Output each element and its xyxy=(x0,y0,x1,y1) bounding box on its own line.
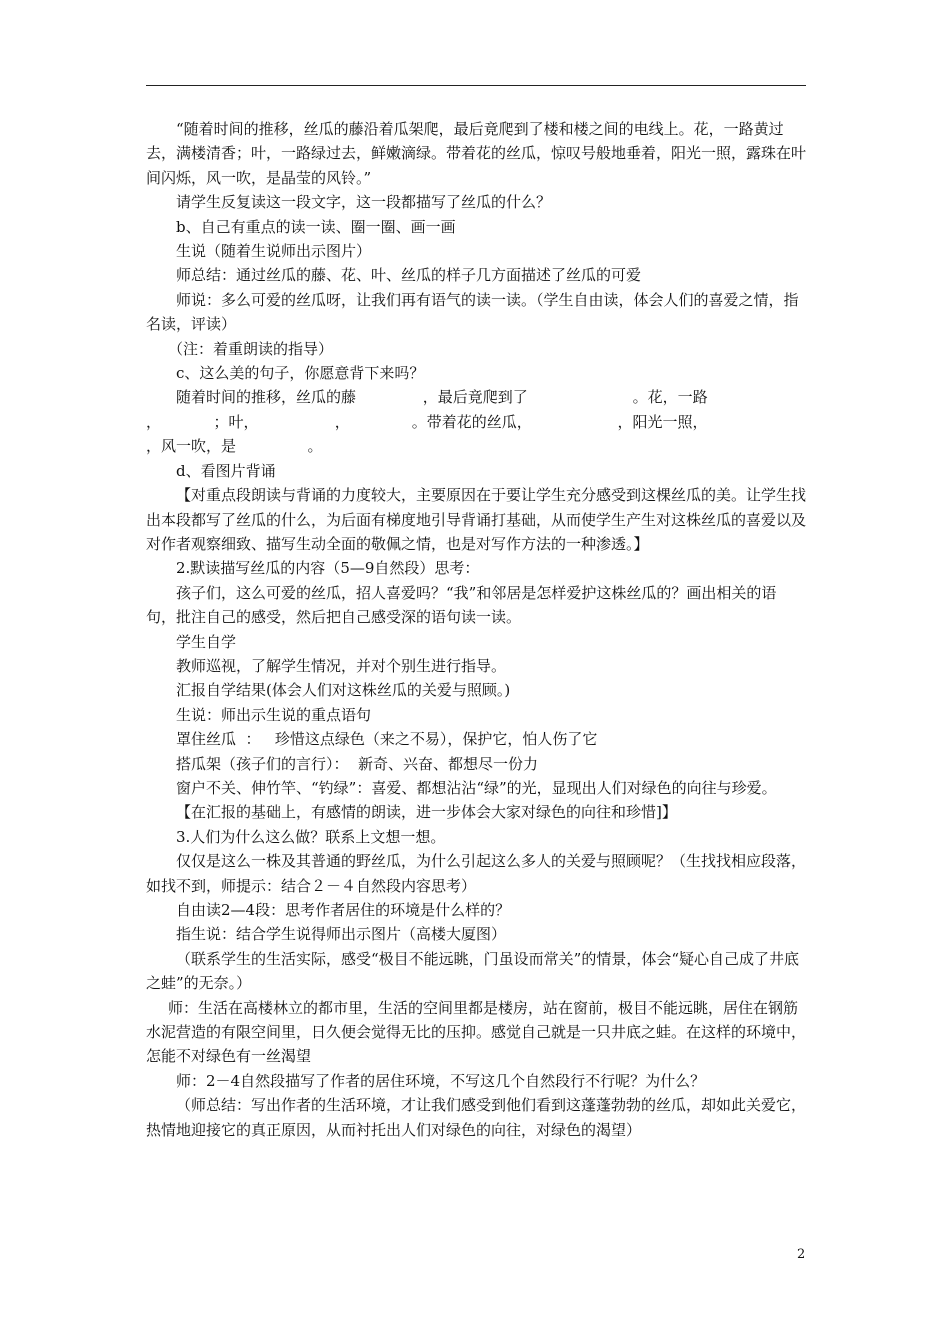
paragraph: （师总结：写出作者的生活环境，才让我们感受到他们看到这蓬蓬勃勃的丝瓜，却如此关爱它，热情地迎接它的真正原因，从而衬托出人们对绿色的向往，对绿色的渴望） xyxy=(146,1096,807,1139)
paragraph: d、看图片背诵 xyxy=(176,461,276,480)
header-rule xyxy=(146,85,806,86)
paragraph: 搭瓜架（孩子们的言行）： 新奇、兴奋、都想尽一份力 xyxy=(176,754,539,773)
fill-blank-line-1: 随着时间的推移，丝瓜的藤 ，最后竟爬到了 。花，一路 xyxy=(176,388,708,407)
paragraph: 学生自学 xyxy=(176,632,237,651)
paragraph: 请学生反复读这一段文字，这一段都描写了丝瓜的什么？ xyxy=(176,193,552,212)
paragraph: 师：2－4自然段描写了作者的居住环境，不写这几个自然段行不行呢？为什么？ xyxy=(176,1071,706,1090)
fill-blank-line-3: ，风一吹，是 。 xyxy=(146,437,323,456)
paragraph: 师说：多么可爱的丝瓜呀，让我们再有语气的读一读。（学生自由读，体会人们的喜爱之情，指名读，评读） xyxy=(146,290,799,334)
paragraph: 孩子们，这么可爱的丝瓜，招人喜爱吗？“我”和邻居是怎样爱护这株丝瓜的？画出相关的语句，批注自己的感受，然后把自己感受深的语句读一读。 xyxy=(146,583,777,627)
paragraph: b、自己有重点的读一读、圈一圈、画一画 xyxy=(176,217,456,236)
document-body xyxy=(146,117,806,1142)
paragraph: 师总结：通过丝瓜的藤、花、叶、丝瓜的样子几方面描述了丝瓜的可爱 xyxy=(176,266,642,285)
paragraph: 仅仅是这么一株及其普通的野丝瓜，为什么引起这么多人的关爱与照顾呢？（生找找相应段落，如找不到，师提示：结合２－４自然段内容思考） xyxy=(146,852,807,895)
paragraph: 师：生活在高楼林立的都市里，生活的空间里都是楼房，站在窗前，极目不能远眺，居住在钢筋水泥营造的有限空间里，日久便会觉得无比的压抑。感觉自己就是一只井底之蛙。在这样的环境中，怎能不对绿色有一丝渴望 xyxy=(146,998,807,1066)
note-paragraph: （注：着重朗读的指导） xyxy=(168,339,334,358)
paragraph: c、这么美的句子，你愿意背下来吗？ xyxy=(176,364,425,383)
paragraph: 窗户不关、伸竹竿、“钓绿”：喜爱、都想沾沾“绿”的光，显现出人们对绿色的向往与珍爱。 xyxy=(176,778,777,797)
paragraph: 罩住丝瓜 ： 珍惜这点绿色（来之不易），保护它，怕人伤了它 xyxy=(176,730,598,749)
paragraph: 2.默读描写丝瓜的内容（5—9自然段）思考： xyxy=(176,559,480,578)
quote-paragraph: “随着时间的推移，丝瓜的藤沿着瓜架爬，最后竟爬到了楼和楼之间的电线上。花，一路黄过去，满楼清香；叶，一路绿过去，鲜嫩滴绿。带着花的丝瓜，惊叹号般地垂着，阳光一照，露珠在叶间闪烁，风一吹，是晶莹的风铃。” xyxy=(146,120,807,187)
paragraph: 生说（随着生说师出示图片） xyxy=(176,242,372,261)
paragraph: 指生说：结合学生说得师出示图片（高楼大厦图） xyxy=(176,925,507,944)
paragraph: （联系学生的生活实际，感受“极目不能远眺，门虽设而常关”的情景，体会“疑心自己成了井底之蛙”的无奈。） xyxy=(146,949,800,993)
paragraph: 汇报自学结果(体会人们对这株丝瓜的关爱与照顾。) xyxy=(176,681,511,700)
commentary-paragraph: 【对重点段朗读与背诵的力度较大，主要原因在于要让学生充分感受到这棵丝瓜的美。让学生找出本段都写了丝瓜的什么，为后面有梯度地引导背诵打基础，从而使学生产生对这株丝瓜的喜爱以及对作者观察细致、描写生动全面的敬佩之情，也是对写作方法的一种渗透。】 xyxy=(146,486,807,553)
paragraph: 生说：师出示生说的重点语句 xyxy=(176,705,372,724)
page-number: 2 xyxy=(797,1247,806,1262)
fill-blank-line-2: ， ；叶， ， 。带着花的丝瓜， ，阳光一照， xyxy=(146,412,708,431)
paragraph: 教师巡视，了解学生情况，并对个别生进行指导。 xyxy=(176,656,507,675)
commentary-paragraph: 【在汇报的基础上，有感情的朗读，进一步体会大家对绿色的向往和珍惜]】 xyxy=(176,803,677,822)
paragraph: 自由读2—4段：思考作者居住的环境是什么样的？ xyxy=(176,901,511,919)
paragraph: 3.人们为什么这么做？联系上文想一想。 xyxy=(176,827,446,846)
